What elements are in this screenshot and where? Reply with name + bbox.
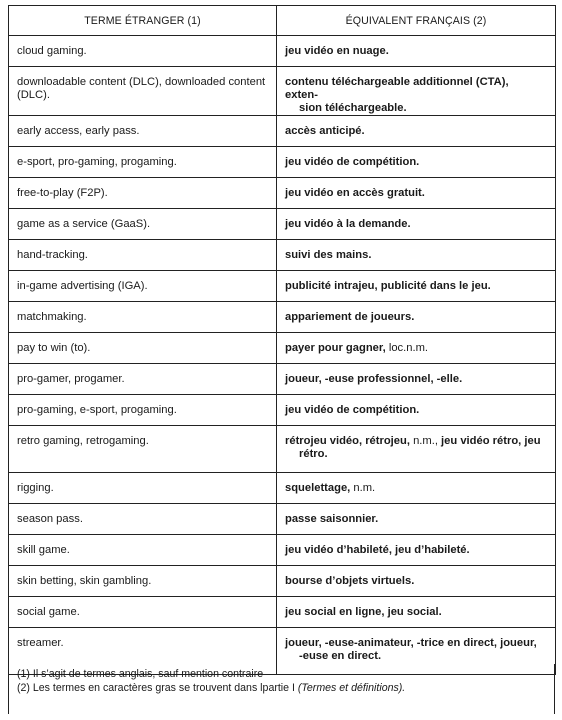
french-term: jeu vidéo en nuage. — [285, 45, 389, 57]
french-equivalent-cell — [277, 147, 556, 178]
grammar-note: n.m., — [409, 435, 438, 447]
french-term-wrap: rétro. — [299, 448, 328, 460]
table-row — [9, 535, 556, 566]
table-row — [9, 395, 556, 426]
french-equivalent-cell — [277, 473, 556, 504]
footnotes — [8, 664, 555, 714]
french-term: suivi des mains. — [285, 249, 372, 261]
table-row — [9, 147, 556, 178]
french-equivalent-cell — [277, 535, 556, 566]
foreign-term-cell: free-to-play (F2P). — [9, 178, 277, 209]
table-row — [9, 333, 556, 364]
french-equivalent-cell — [277, 36, 556, 67]
french-term: jeu vidéo de compétition. — [285, 156, 420, 168]
french-term: passe saisonnier. — [285, 513, 379, 525]
french-equivalent-cell — [277, 426, 556, 473]
french-equivalent-cell — [277, 178, 556, 209]
footnote-2 — [17, 682, 554, 696]
footnote-2-partie: partie I — [262, 681, 298, 694]
table-row — [9, 302, 556, 333]
foreign-term-cell: early access, early pass. — [9, 116, 277, 147]
table-header-row — [9, 6, 556, 36]
french-term: publicité intrajeu, publicité dans le jeu. — [285, 280, 491, 292]
french-term: jeu social en ligne, jeu social. — [285, 606, 442, 618]
foreign-term-cell: hand-tracking. — [9, 240, 277, 271]
table-row — [9, 364, 556, 395]
foreign-term-cell: downloadable content (DLC), downloaded content (DLC). — [9, 67, 277, 116]
foreign-term-cell: social game. — [9, 597, 277, 628]
table-row — [9, 178, 556, 209]
french-term-wrap: sion téléchargeable. — [299, 102, 407, 114]
french-equivalent-cell — [277, 240, 556, 271]
table-row — [9, 426, 556, 473]
french-term: joueur, -euse-animateur, -trice en direct, joueur, — [285, 637, 537, 649]
foreign-term-cell: season pass. — [9, 504, 277, 535]
footnote-1: (1) Il s’agit de termes anglais, sauf mention contraire — [17, 668, 264, 680]
french-equivalent-cell — [277, 504, 556, 535]
french-term: payer pour gagner, — [285, 342, 386, 354]
table-body — [9, 36, 556, 675]
french-term: bourse d’objets virtuels. — [285, 575, 415, 587]
footnote-2-italic: (Termes et définitions). — [297, 681, 406, 694]
table-row — [9, 240, 556, 271]
french-term: accès anticipé. — [285, 125, 365, 137]
table-row — [9, 116, 556, 147]
header-french-equivalent: ÉQUIVALENT FRANÇAIS (2) — [277, 6, 556, 36]
french-equivalent-cell — [277, 209, 556, 240]
footnote-2-text: (2) Les termes en caractères gras se trouvent dans l — [17, 681, 263, 694]
table-row — [9, 271, 556, 302]
foreign-term-cell: matchmaking. — [9, 302, 277, 333]
table-row — [9, 473, 556, 504]
french-equivalent-cell — [277, 395, 556, 426]
french-term-wrap: -euse en direct. — [299, 650, 382, 662]
foreign-term-cell: game as a service (GaaS). — [9, 209, 277, 240]
french-equivalent-cell — [277, 566, 556, 597]
french-term: jeu vidéo en accès gratuit. — [285, 187, 425, 199]
french-equivalent-cell — [277, 67, 556, 116]
foreign-term-cell: rigging. — [9, 473, 277, 504]
french-equivalent-cell — [277, 364, 556, 395]
terminology-table — [8, 5, 556, 675]
french-term: joueur, -euse professionnel, -elle. — [285, 373, 463, 385]
foreign-term-cell: skill game. — [9, 535, 277, 566]
table-row — [9, 36, 556, 67]
header-foreign-term: TERME ÉTRANGER (1) — [9, 6, 277, 36]
foreign-term-cell: pay to win (to). — [9, 333, 277, 364]
french-equivalent-cell — [277, 597, 556, 628]
grammar-note: n.m. — [350, 482, 376, 494]
french-term: jeu vidéo d’habileté, jeu d’habileté. — [285, 544, 470, 556]
foreign-term-cell: pro-gaming, e-sport, progaming. — [9, 395, 277, 426]
french-equivalent-cell — [277, 302, 556, 333]
grammar-note: loc.n.m. — [385, 342, 428, 354]
french-term: appariement de joueurs. — [285, 311, 415, 323]
table-row — [9, 67, 556, 116]
foreign-term-cell: retro gaming, retrogaming. — [9, 426, 277, 473]
foreign-term-cell: streamer. — [9, 628, 277, 675]
french-term: contenu téléchargeable additionnel (CTA), exten- — [285, 76, 509, 101]
foreign-term-cell: in-game advertising (IGA). — [9, 271, 277, 302]
table-row — [9, 209, 556, 240]
french-equivalent-cell — [277, 116, 556, 147]
french-term: rétrojeu vidéo, rétrojeu, — [285, 435, 410, 447]
foreign-term-cell: cloud gaming. — [9, 36, 277, 67]
french-equivalent-cell — [277, 271, 556, 302]
french-term-continued: jeu vidéo rétro, jeu — [437, 435, 541, 447]
table-row — [9, 566, 556, 597]
french-term: squelettage, — [285, 482, 351, 494]
table-row — [9, 504, 556, 535]
french-equivalent-cell — [277, 333, 556, 364]
foreign-term-cell: pro-gamer, progamer. — [9, 364, 277, 395]
french-term: jeu vidéo de compétition. — [285, 404, 420, 416]
table-row — [9, 597, 556, 628]
foreign-term-cell: e-sport, pro-gaming, progaming. — [9, 147, 277, 178]
french-term: jeu vidéo à la demande. — [285, 218, 411, 230]
foreign-term-cell: skin betting, skin gambling. — [9, 566, 277, 597]
